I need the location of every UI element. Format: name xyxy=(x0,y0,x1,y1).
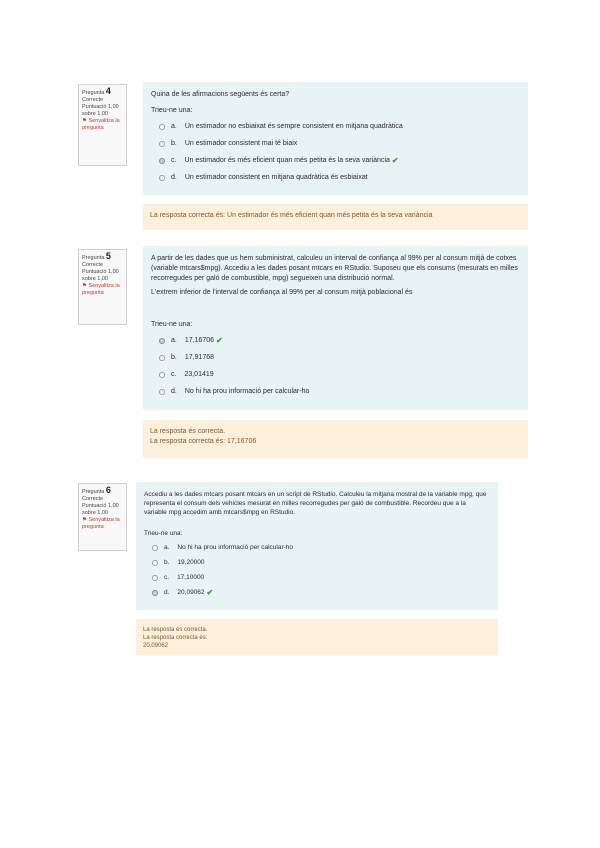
radio-button[interactable] xyxy=(159,389,165,395)
answer-option[interactable]: c. 23,01419 xyxy=(151,366,520,383)
radio-button-selected[interactable] xyxy=(159,338,165,344)
radio-button-selected[interactable] xyxy=(152,590,158,596)
question-content-6 xyxy=(136,482,498,610)
correct-check-icon: ✔ xyxy=(206,588,214,597)
radio-button-selected[interactable] xyxy=(159,158,165,164)
choose-label: Trieu-ne una: xyxy=(151,321,193,328)
question-content-5 xyxy=(143,246,528,410)
question-mark: Puntuació 1,00 sobre 1,00 xyxy=(82,503,119,516)
question-mark: Puntuació 1,00 sobre 1,00 xyxy=(82,269,119,282)
answer-option[interactable]: b. Un estimador consistent mai té biaix xyxy=(151,135,520,152)
question-mark: Puntuació 1,00 sobre 1,00 xyxy=(82,104,119,117)
answer-option[interactable]: c. Un estimador és més eficient quan més petita és la seva variància ✔ xyxy=(151,152,520,169)
radio-button[interactable] xyxy=(152,560,158,566)
answer-option[interactable]: d. 20,09062 ✔ xyxy=(144,585,490,600)
question-info-4 xyxy=(78,84,127,166)
correct-check-icon: ✔ xyxy=(216,335,223,345)
radio-button[interactable] xyxy=(159,124,165,130)
question-info-6 xyxy=(78,483,127,551)
radio-button[interactable] xyxy=(152,545,158,551)
answer-option[interactable]: c. 17,10000 xyxy=(144,570,490,585)
answer-option[interactable]: d. No hi ha prou informació per calcular-ho xyxy=(151,383,520,400)
question-number: Pregunta 5 xyxy=(82,251,111,261)
question-number: Pregunta 4 xyxy=(82,86,111,96)
answer-option[interactable]: d. Un estimador consistent en mitjana quadràtica és esbiaixat xyxy=(151,169,520,186)
question-state: Correcte xyxy=(82,97,104,103)
question-number: Pregunta 6 xyxy=(82,485,111,495)
feedback-box-6: La resposta és correcta. La resposta correcta és: 20,09062 xyxy=(136,619,498,655)
choose-label: Trieu-ne una: xyxy=(144,530,183,537)
question-state: Correcte xyxy=(82,262,104,268)
flag-question-link[interactable]: ⚑ Senyalitza la pregunta xyxy=(82,118,120,131)
feedback-box-4: La resposta correcta és: Un estimador és més eficient quan més petita és la seva variància xyxy=(143,204,528,230)
flag-question-link[interactable]: ⚑ Senyalitza la pregunta xyxy=(82,517,120,530)
question-text: Quina de les afirmacions següents és certa? xyxy=(151,91,290,98)
radio-button[interactable] xyxy=(159,175,165,181)
feedback-box-5: La resposta és correcta. La resposta correcta és: 17,16706 xyxy=(143,420,528,458)
question-content-4 xyxy=(143,82,528,195)
radio-button[interactable] xyxy=(159,372,165,378)
answer-option[interactable]: b. 17,91768 xyxy=(151,349,520,366)
correct-check-icon: ✔ xyxy=(391,155,399,165)
question-text: Accediu a les dades mtcars posant mtcars en un script de RStudio. Calculeu la mitjana mostral de la variable mpg, que representa el consum dels vehicles mesurat en milles recorregudes per galó de combustible. Recordeu que a la variable mpg accedim amb mtcars$mpg en RStudio. xyxy=(144,491,487,516)
question-text: A partir de les dades que us hem subministrat, calculeu un interval de confiança al 99% per al consum mitjà de cotxes (variable mtcars$mpg). Accediu a les dades posant mtcars en RStudio. Suposeu que els consums (mesurats en milles recorregudes per galó de combustible, mpg) segueixen una distribució normal. L'extrem inferior de l'interval de confiança al 99% per al consum mitjà poblacional és xyxy=(151,255,518,296)
radio-button[interactable] xyxy=(159,141,165,147)
answer-option[interactable]: a. No hi ha prou informació per calcular-ho xyxy=(144,540,490,555)
answer-option[interactable]: a. Un estimador no esbiaixat és sempre consistent en mitjana quadràtica xyxy=(151,118,520,135)
answer-option[interactable]: a. 17,16706 ✔ xyxy=(151,332,520,349)
answer-option[interactable]: b. 19,20000 xyxy=(144,555,490,570)
question-state: Correcte xyxy=(82,496,104,502)
choose-label: Trieu-ne una: xyxy=(151,107,193,114)
radio-button[interactable] xyxy=(159,355,165,361)
question-info-5 xyxy=(78,249,127,325)
flag-question-link[interactable]: ⚑ Senyalitza la pregunta xyxy=(82,283,120,296)
radio-button[interactable] xyxy=(152,575,158,581)
